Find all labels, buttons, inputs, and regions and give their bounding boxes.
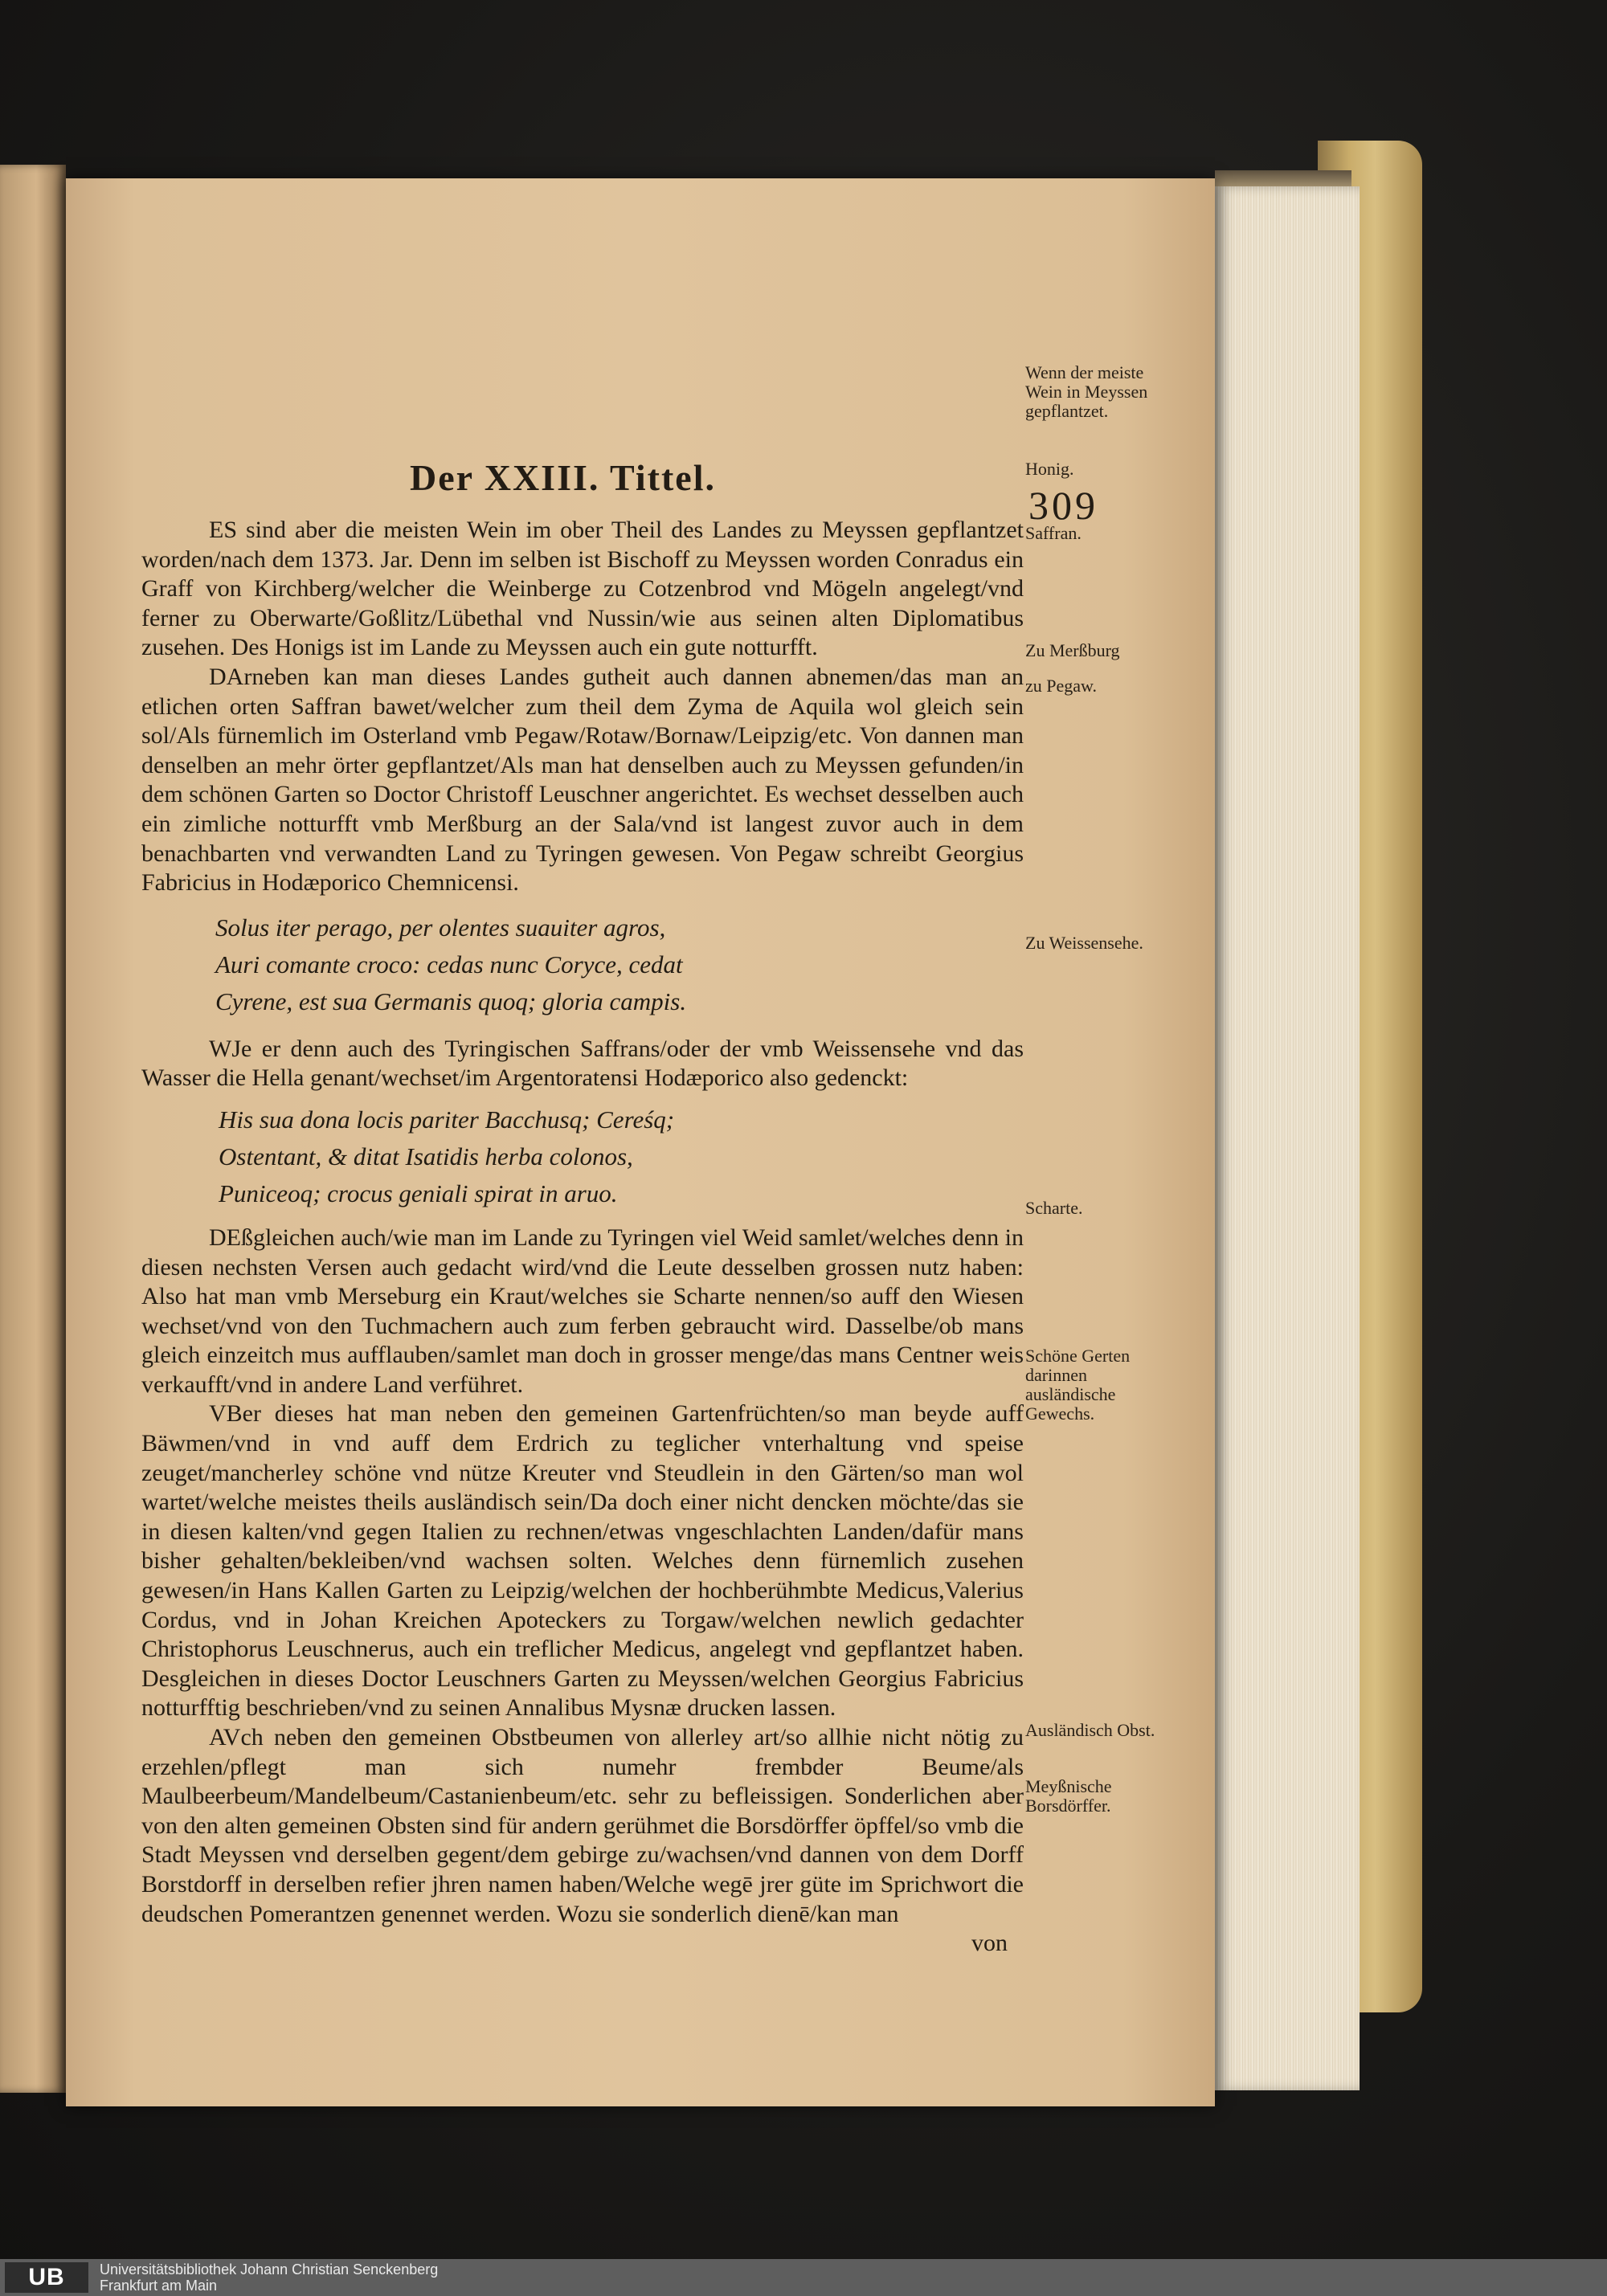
verse-line: Ostentant, & ditat Isatidis herba colonos, (219, 1142, 633, 1170)
verse-line: Auri comante croco: cedas nunc Coryce, cedat (215, 950, 683, 978)
paragraph: VBer dieses hat man neben den gemeinen Gartenfrüchten/so man beyde auff Bäwmen/vnd in vnd auff dem Erdrich zu teglicher vnterhaltung vnd speise zeuget/mancherley schöne vnd nütze Kreuter vnd Steudlein in den Gärten/so man wol wartet/welche meistes theils ausländisch sein/Da doch einer nicht dencken möchte/das sie in diesen kalten/vnd gegen Italien zu rechnen/etwas vngeschlachten Landen/dafür mans bisher gehalten/bekleiben/vnd wachsen solten. Welches denn fürnemlich zusehen gewesen/in Hans Kallen Garten zu Leipzig/welchen der hochberühmbte Medicus,Valerius Cordus, vnd in Johan Kreichen Apoteckers zu Torgaw/welchen newlich gedachter Christophorus Leuschnerus, auch ein treflicher Medicus, angelegt vnd gepflantzet haben. Desgleichen in dieses Doctor Leuschners Garten zu Meyssen/welchen Georgius Fabricius notturfftig beschrieben/vnd zu seinen Annalibus Mysnæ drucken lassen. (141, 1400, 1024, 1722)
margin-note: Zu Merßburg (1025, 640, 1120, 660)
left-page-edge (0, 165, 66, 2093)
margin-note: Schöne Gerten darinnen ausländische Gewechs. (1025, 1346, 1131, 1424)
paragraph: AVch neben den gemeinen Obstbeumen von allerley art/so allhie nicht nötig zu erzehlen/pflegt man sich numehr frembder Beume/als Maulbeerbeum/Mandelbeum/Castanienbeum/etc. sehr zu befleissigen. Sonderlichen aber von den alten gemeinen Obsten sind für andern gerühmet die Borsdörffer öpffel/so vmb die Stadt Meyssen vnd derselben gegent/dem gebirge zu/wachsen/vnd dannen von dem Dorff Borstdorff in derselben refier jhren namen haben/Welche wegē jrer güte im Sprichwort die deudschen Pomerantzen genennet werden. Wozu sie sonderlich dienē/kan man (141, 1724, 1024, 1927)
library-logo: UB (5, 2262, 88, 2293)
library-city: Frankfurt am Main (100, 2278, 218, 2294)
margin-note: Ausländisch Obst. (1025, 1720, 1155, 1740)
margin-note: Scharte. (1025, 1198, 1083, 1218)
paragraph: DArneben kan man dieses Landes gutheit auch dannen abnemen/das man an etlichen orten Saffran bawet/welcher zum theil dem Zyma de Aquila wol gleich sein sol/Als fürnemlich im Osterland vmb Pegaw/Rotaw/Bornaw/Leipzig/etc. Von dannen man denselben an mehr örter gepflantzet/Als man hat denselben auch zu Meyssen gefunden/in dem schönen Garten so Doctor Christoff Leuschner angerichtet. Es wechset desselben auch ein zimliche notturfft vmb Merßburg an der Sala/vnd ist langest zuvor auch in dem benachbarten vnd verwandten Land zu Tyringen gewesen. Von Pegaw schreibt Georgius Fabricius in Hodæporico Chemnicensi. (141, 663, 1024, 897)
body-text (141, 516, 1024, 1959)
margin-note: Saffran. (1025, 523, 1082, 543)
page-block-edges (1215, 186, 1360, 2090)
running-head: Der XXIII. Tittel. (410, 457, 716, 498)
book-page (66, 178, 1215, 2106)
library-credit (100, 2261, 438, 2294)
page-number: 309 (1028, 483, 1098, 528)
catchword: von (971, 1930, 1008, 1957)
margin-note: Meyßnische Borsdörffer. (1025, 1776, 1112, 1816)
paragraph: ES sind aber die meisten Wein im ober Theil des Landes zu Meyssen gepflantzet worden/nach dem 1373. Jar. Denn im selben ist Bischoff zu Meyssen worden Conradus ein Graff von Kirchberg/welcher die Weinberge zu Cotzenbrod vnd Mögeln angelegt/vnd ferner zu Oberwarte/Goßlitz/Lübethal vnd Nussin/wie aus seinen alten Diplomatibus zusehen. Des Honigs ist im Lande zu Meyssen auch ein gute notturfft. (141, 517, 1024, 661)
verse-line: Puniceoq; crocus geniali spirat in aruo. (219, 1179, 618, 1207)
library-name: Universitätsbibliothek Johann Christian Senckenberg (100, 2261, 439, 2278)
margin-note: zu Pegaw. (1025, 676, 1097, 696)
margin-note: Zu Weissensehe. (1025, 933, 1143, 953)
paragraph: DEßgleichen auch/wie man im Lande zu Tyringen viel Weid samlet/welches denn in diesen nechsten Versen auch gedacht wird/vnd die Leute desselben grossen nutz haben: Also hat man vmb Merseburg ein Kraut/welches sie Scharte nennen/so auff den Wiesen wechset/vnd von den Tuchmachern auch zum ferben gebraucht wird. Dasselbe/ob mans gleich einzeitch mus aufflauben/samlet man doch in grosser menge/das mans Centner weis verkaufft/vnd in andere Land verführet. (141, 1224, 1024, 1398)
verse-line: His sua dona locis pariter Bacchusq; Cereśq; (219, 1105, 675, 1134)
page-block-top (1215, 170, 1351, 188)
verse-line: Solus iter perago, per olentes suauiter agros, (215, 913, 666, 942)
margin-note: Honig. (1025, 459, 1074, 479)
verse-quote (219, 1101, 1024, 1212)
verse-quote (215, 909, 1024, 1020)
margin-note: Wenn der meiste Wein in Meyssen gepflantzet. (1025, 362, 1148, 421)
paragraph: WJe er denn auch des Tyringischen Saffrans/oder der vmb Weissensehe vnd das Wasser die Hella genant/wechset/im Argentoratensi Hodæporico also gedenckt: (141, 1035, 1024, 1092)
verse-line: Cyrene, est sua Germanis quoq; gloria campis. (215, 987, 687, 1015)
